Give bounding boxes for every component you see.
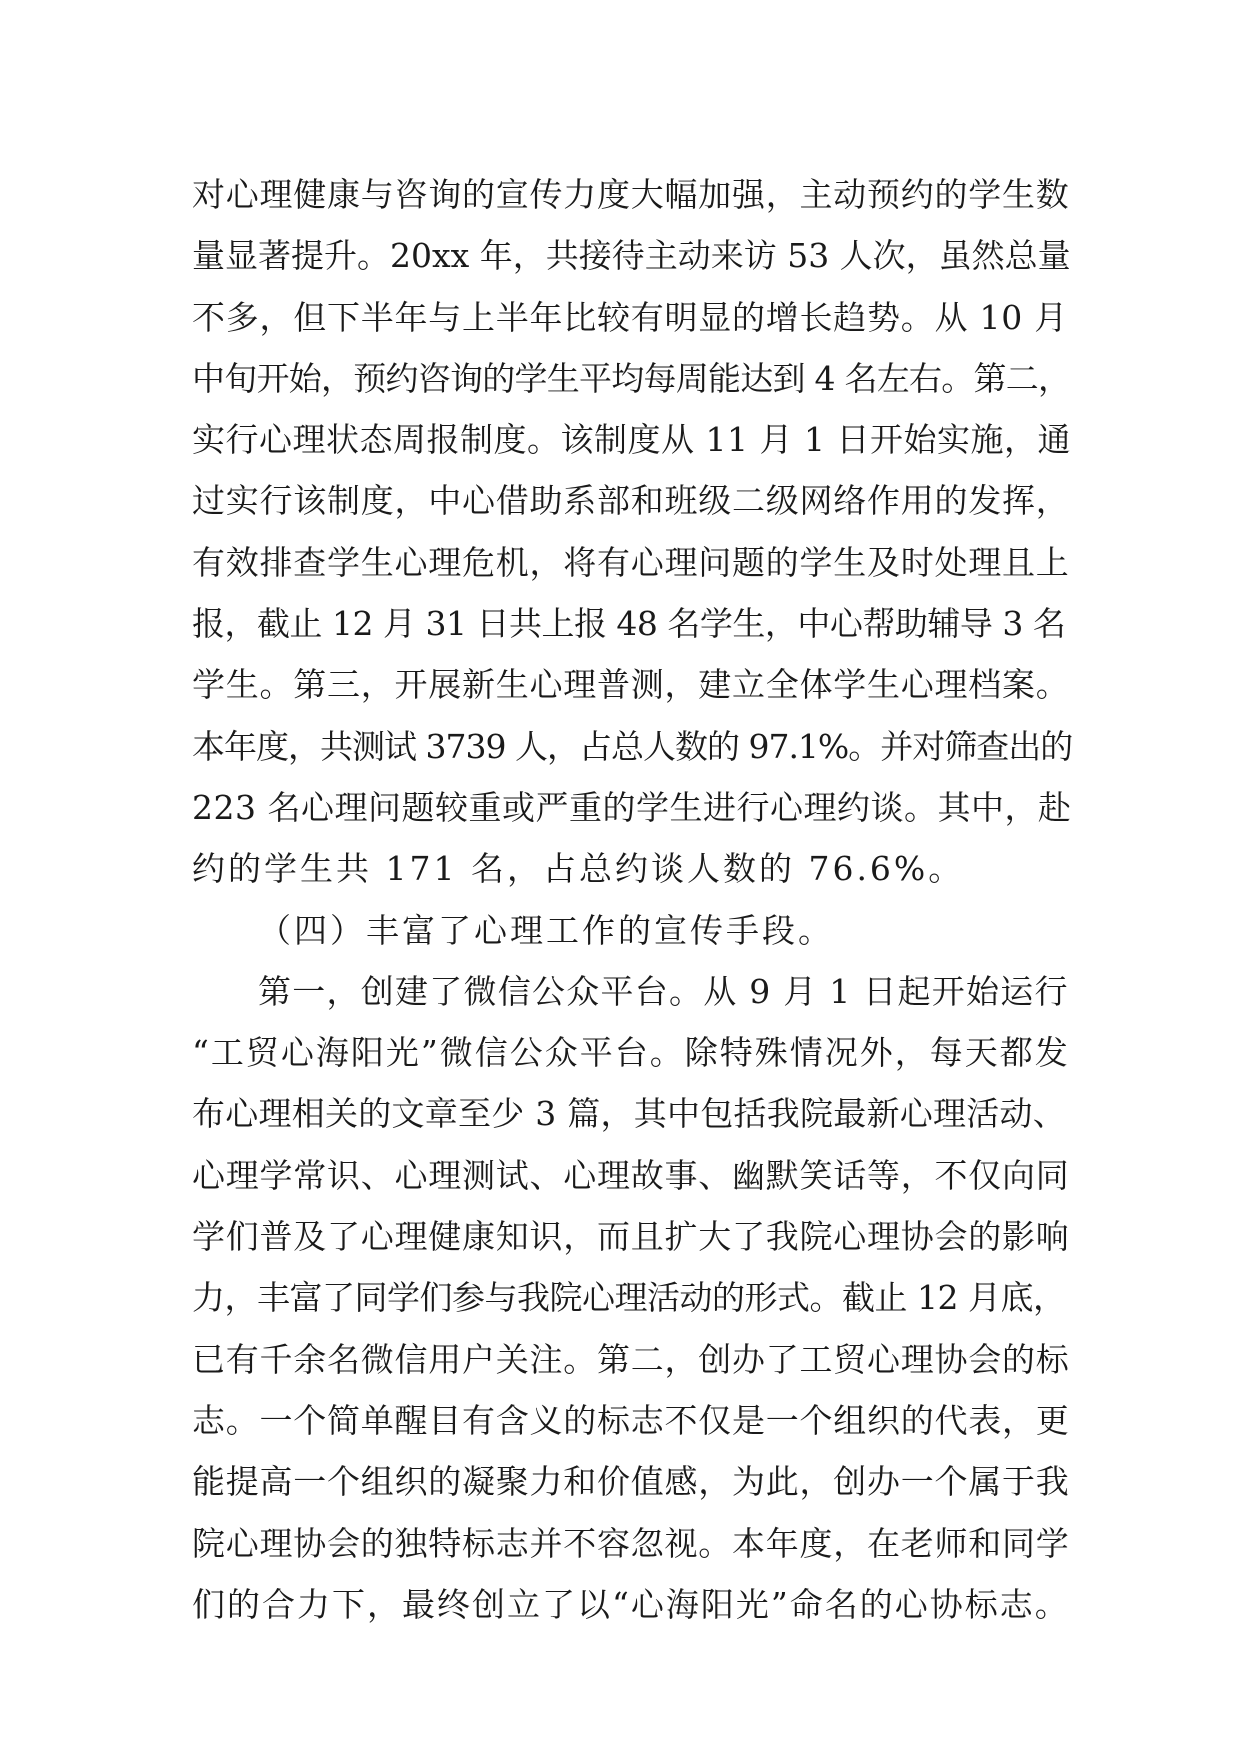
text-line: 不多，但下半年与上半年比较有明显的增长趋势。从 10 月 [192, 297, 1068, 337]
text-line: 本年度，共测试 3739 人，占总人数的 97.1%。并对筛查出的 [192, 726, 1073, 766]
text-line: 心理学常识、心理测试、心理故事、幽默笑话等，不仅向同 [192, 1155, 1070, 1195]
text-line: 过实行该制度，中心借助系部和班级二级网络作用的发挥， [192, 481, 1070, 521]
text-line: 报，截止 12 月 31 日共上报 48 名学生，中心帮助辅导 3 名 [192, 604, 1066, 644]
text-line: 223 名心理问题较重或严重的学生进行心理约谈。其中，赴 [192, 787, 1072, 827]
text-line: 能提高一个组织的凝聚力和价值感，为此，创办一个属于我 [192, 1462, 1070, 1502]
text-line: （四）丰富了心理工作的宣传手段。 [258, 910, 834, 950]
text-line: 学们普及了心理健康知识，而且扩大了我院心理协会的影响 [192, 1217, 1070, 1257]
text-line: 有效排查学生心理危机，将有心理问题的学生及时处理且上 [192, 542, 1070, 582]
body-text [192, 164, 1072, 1635]
text-line: 力，丰富了同学们参与我院心理活动的形式。截止 12 月底， [192, 1278, 1066, 1318]
text-line: “工贸心海阳光”微信公众平台。除特殊情况外，每天都发 [192, 1033, 1070, 1073]
text-line: 量显著提升。20xx 年，共接待主动来访 53 人次，虽然总量 [192, 236, 1071, 276]
text-line: 已有千余名微信用户关注。第二，创办了工贸心理协会的标 [192, 1339, 1070, 1379]
text-line: 志。一个简单醒目有含义的标志不仅是一个组织的代表，更 [192, 1400, 1070, 1440]
text-line: 约的学生共 171 名，占总约谈人数的 76.6%。 [192, 849, 965, 889]
text-line: 中旬开始，预约咨询的学生平均每周能达到 4 名左右。第二， [192, 358, 1071, 398]
text-line: 们的合力下，最终创立了以“心海阳光”命名的心协标志。 [192, 1584, 1070, 1624]
text-line: 布心理相关的文章至少 3 篇，其中包括我院最新心理活动、 [192, 1094, 1066, 1134]
text-line: 对心理健康与咨询的宣传力度大幅加强，主动预约的学生数 [192, 175, 1070, 214]
text-line: 院心理协会的独特标志并不容忽视。本年度，在老师和同学 [192, 1523, 1070, 1563]
text-line: 实行心理状态周报制度。该制度从 11 月 1 日开始实施，通 [192, 420, 1071, 460]
text-line: 学生。第三，开展新生心理普测，建立全体学生心理档案。 [192, 665, 1070, 705]
text-line: 第一，创建了微信公众平台。从 9 月 1 日起开始运行 [258, 971, 1069, 1011]
